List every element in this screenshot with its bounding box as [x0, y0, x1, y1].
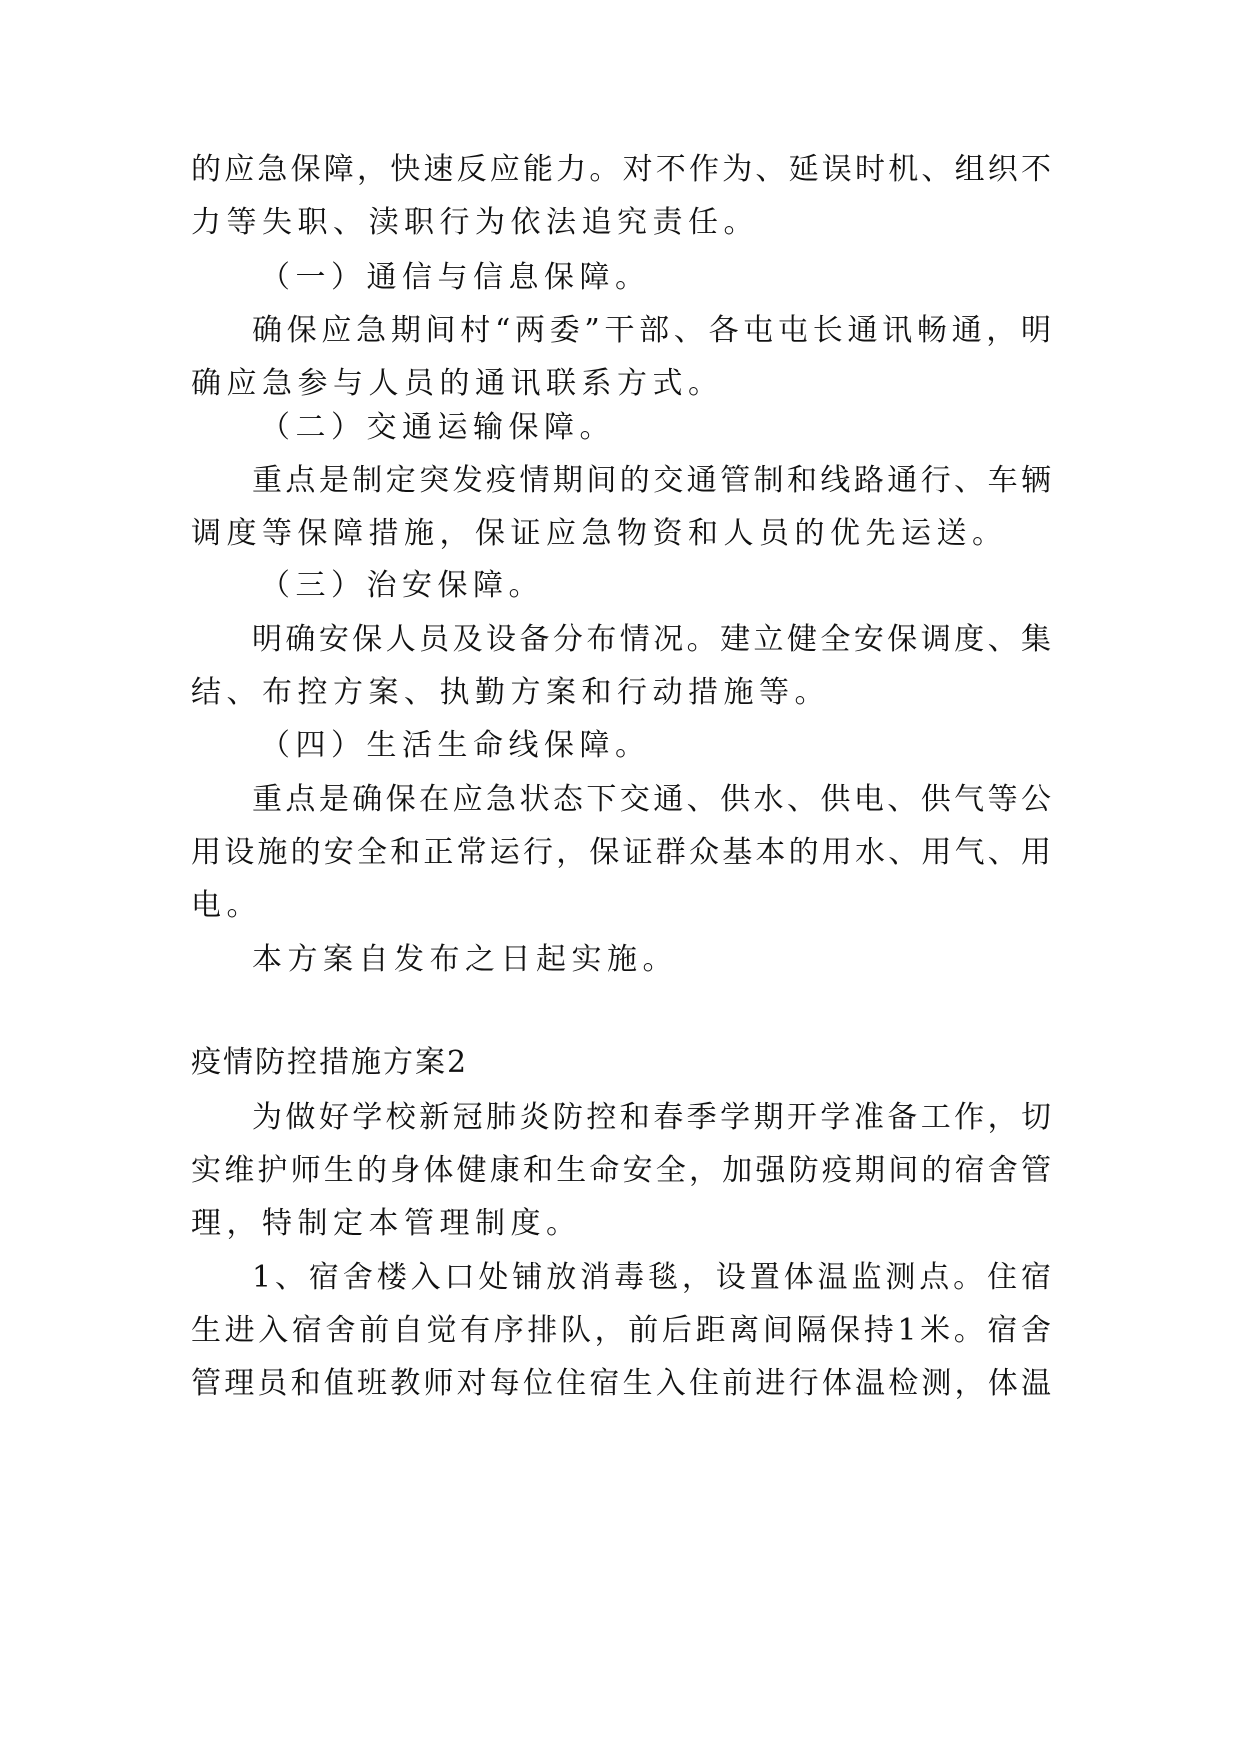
paragraph-line: 实维护师生的身体健康和生命安全，加强防疫期间的宿舍管 [191, 1153, 1051, 1188]
paragraph-line: 重点是确保在应急状态下交通、供水、供电、供气等公 [252, 782, 1051, 817]
paragraph-line: 结、布控方案、执勤方案和行动措施等。 [191, 675, 830, 710]
paragraph-line: 力等失职、渎职行为依法追究责任。 [191, 205, 759, 240]
paragraph-line: 确保应急期间村“两委”干部、各屯屯长通讯畅通，明 [252, 313, 1051, 348]
paragraph-line: 管理员和值班教师对每位住宿生入住前进行体温检测，体温 [191, 1366, 1051, 1401]
paragraph-line: 重点是制定突发疫情期间的交通管制和线路通行、车辆 [252, 463, 1051, 498]
paragraph-line: 1、宿舍楼入口处铺放消毒毯，设置体温监测点。住宿 [252, 1260, 1051, 1295]
paragraph-line: 本方案自发布之日起实施。 [252, 942, 678, 977]
section-heading: （四）生活生命线保障。 [260, 728, 651, 763]
paragraph-line: 生进入宿舍前自觉有序排队，前后距离间隔保持1米。宿舍 [191, 1313, 1051, 1348]
section-heading: （一）通信与信息保障。 [260, 260, 651, 295]
paragraph-line: 为做好学校新冠肺炎防控和春季学期开学准备工作，切 [252, 1100, 1051, 1135]
section-heading: （三）治安保障。 [260, 568, 544, 603]
paragraph-line: 调度等保障措施，保证应急物资和人员的优先运送。 [191, 516, 1008, 551]
paragraph-line: 确应急参与人员的通讯联系方式。 [191, 366, 724, 401]
paragraph-line: 的应急保障，快速反应能力。对不作为、延误时机、组织不 [191, 152, 1051, 187]
paragraph-line: 用设施的安全和正常运行，保证群众基本的用水、用气、用 [191, 835, 1051, 870]
paragraph-line: 电。 [191, 888, 262, 923]
section-heading: （二）交通运输保障。 [260, 410, 615, 445]
document-title: 疫情防控措施方案2 [191, 1045, 469, 1080]
paragraph-line: 理，特制定本管理制度。 [191, 1206, 582, 1241]
paragraph-line: 明确安保人员及设备分布情况。建立健全安保调度、集 [252, 622, 1051, 657]
